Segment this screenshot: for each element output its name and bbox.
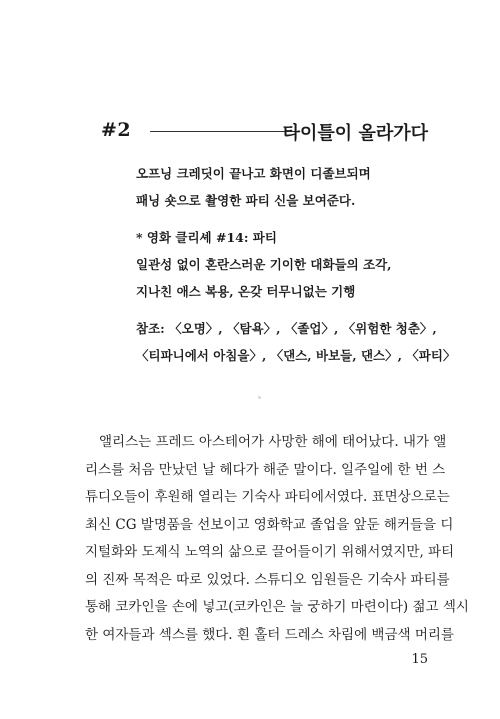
- scene-line: 오프닝 크레딧이 끝나고 화면이 디졸브되며: [136, 166, 371, 181]
- note-line: * 영화 클리셰 #14: 파티: [136, 230, 277, 245]
- body-line: 의 진짜 목적은 따로 있었다. 스튜디오 임원들은 기숙사 파티를: [85, 571, 450, 588]
- note-line: 지나친 애스 복용, 온갖 터무니없는 기행: [136, 284, 356, 299]
- scene-line: 패닝 숏으로 촬영한 파티 신을 보여준다.: [136, 193, 356, 208]
- body-text: [85, 429, 469, 649]
- film-references: [136, 315, 456, 369]
- body-line: 한 여자들과 섹스를 했다. 흰 홀터 드레스 차림에 백금색 머리를: [85, 626, 454, 643]
- body-line: 통해 코카인을 손에 넣고(코카인은 늘 궁하기 마련이다) 젊고 섹시: [85, 599, 469, 615]
- body-line: 리스를 처음 만났던 날 헤다가 해준 말이다. 일주일에 한 번 스: [85, 461, 446, 478]
- note-line: 일관성 없이 혼란스러운 기이한 대화들의 조각,: [136, 257, 392, 272]
- cliche-note: [136, 224, 436, 305]
- reference-line: 〈티파니에서 아침을〉, 〈댄스, 바보들, 댄스〉, 〈파티〉: [136, 348, 456, 363]
- body-line: 앨리스는 프레드 아스테어가 사망한 해에 태어났다. 내가 앨: [99, 434, 447, 450]
- chapter-rule: [150, 131, 300, 132]
- reference-line: 참조: 〈오명〉, 〈탐욕〉, 〈졸업〉, 〈위험한 청춘〉,: [136, 321, 437, 336]
- body-line: 지털화와 도제식 노역의 삶으로 끌어들이기 위해서였지만, 파티: [85, 544, 455, 560]
- page-number: 15: [411, 652, 428, 667]
- chapter-title: 타이틀이 올라가다: [282, 123, 428, 144]
- scene-description: [136, 160, 436, 214]
- body-line: 최신 CG 발명품을 선보이고 영화학교 졸업을 앞둔 해커들을 디: [85, 516, 454, 533]
- section-dot: [258, 396, 261, 399]
- body-line: 튜디오들이 후원해 열리는 기숙사 파티에서였다. 표면상으로는: [85, 489, 450, 505]
- chapter-number: #2: [101, 119, 132, 141]
- synopsis: [136, 160, 456, 379]
